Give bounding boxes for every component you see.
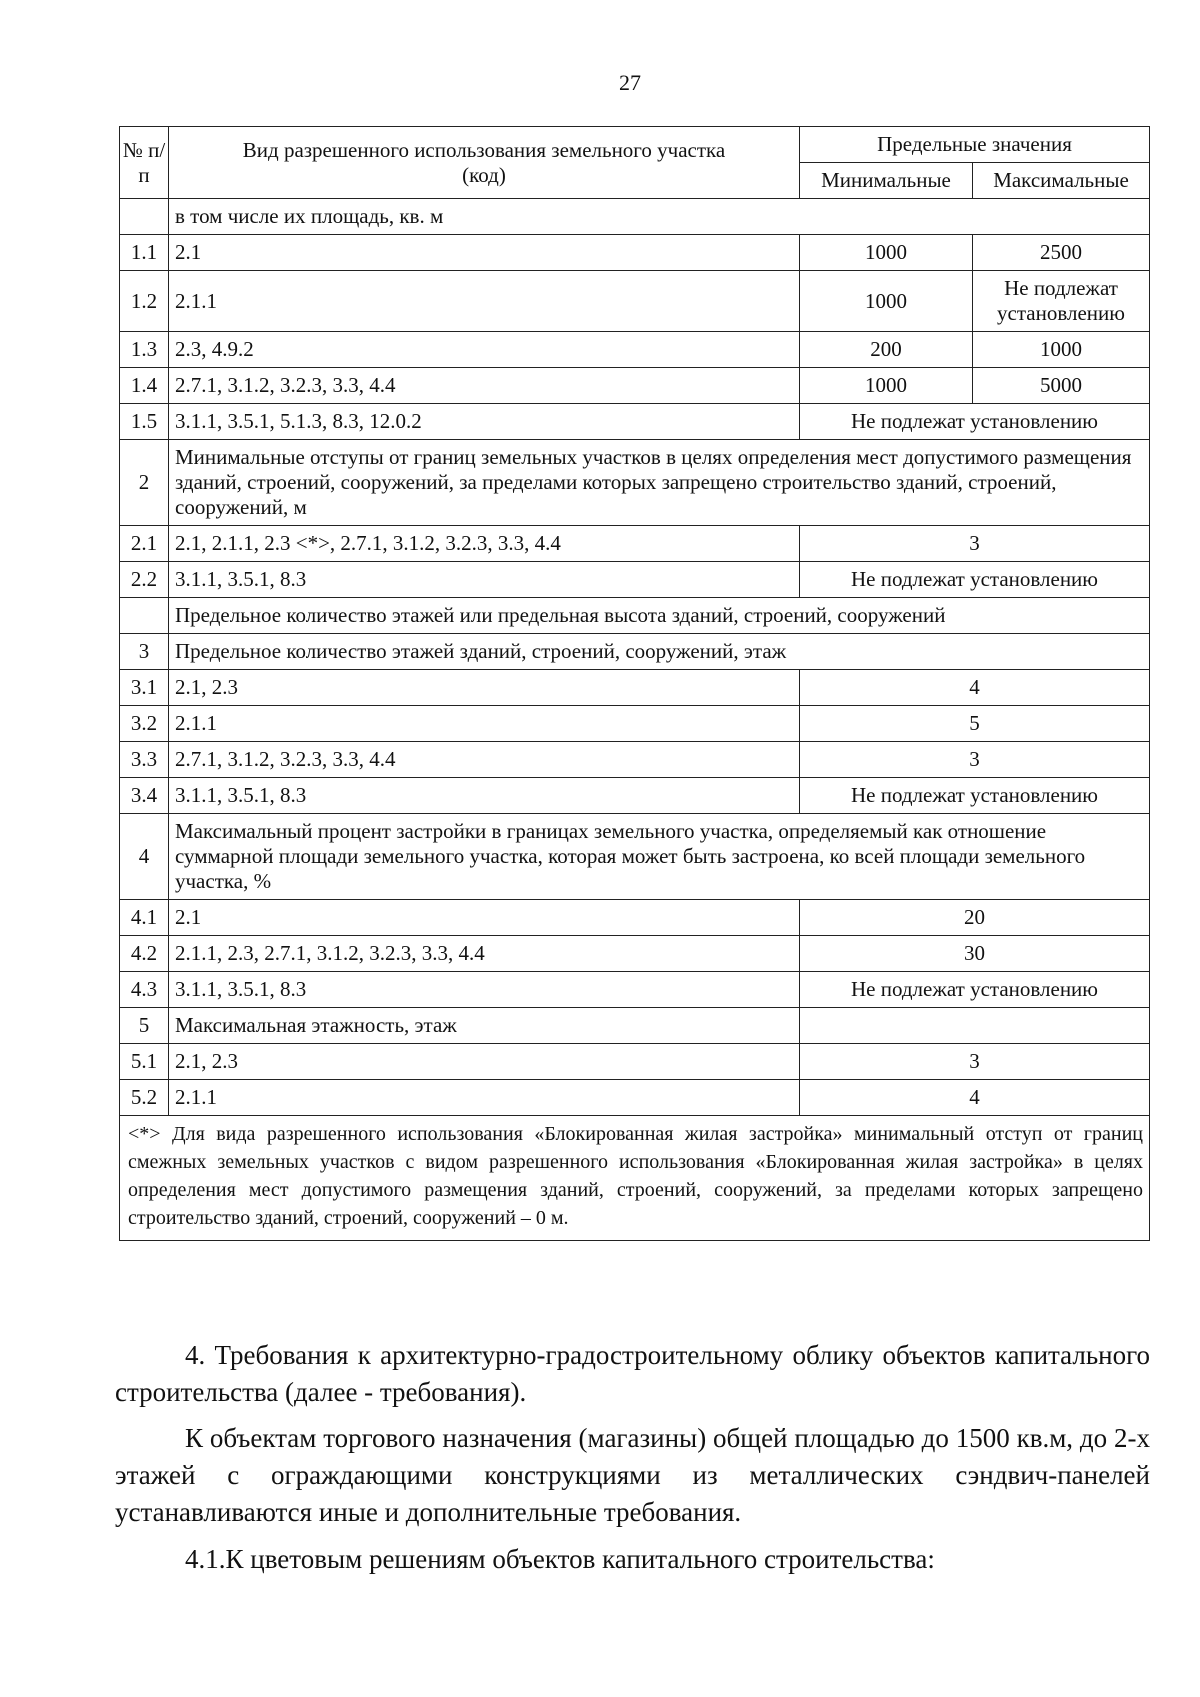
section-4-1-heading bbox=[115, 1541, 1150, 1578]
row-max-value: 5000 bbox=[973, 368, 1150, 404]
row-codes: 2.1, 2.1.1, 2.3 <*>, 2.7.1, 3.1.2, 3.2.3, 3.3, 4.4 bbox=[169, 526, 800, 562]
table-row bbox=[120, 1080, 1150, 1116]
row-number: 5 bbox=[120, 1008, 169, 1044]
row-text: Максимальный процент застройки в границах земельного участка, определяемый как отношение суммарной площади земельного участка, которая может быть застроена, ко всей площади земельного участка, % bbox=[169, 814, 1150, 900]
header-limits: Предельные значения bbox=[800, 127, 1150, 163]
row-number: 3.4 bbox=[120, 778, 169, 814]
row-codes: 3.1.1, 3.5.1, 8.3 bbox=[169, 778, 800, 814]
table-row bbox=[120, 526, 1150, 562]
row-codes: Максимальная этажность, этаж bbox=[169, 1008, 800, 1044]
footnote-text: <*> Для вида разрешенного использования «Блокированная жилая застройка» минимальный отступ от границ смежных земельных участков с видом разрешенного использования «Блокированная жилая застройка» в целях определения мест допустимого размещения зданий, строений, сооружений, за пределами которых запрещено строительство зданий, строений, сооружений – 0 м. bbox=[120, 1116, 1150, 1241]
table-row bbox=[120, 1008, 1150, 1044]
table-row bbox=[120, 235, 1150, 271]
row-number: 4.3 bbox=[120, 972, 169, 1008]
row-limit-value bbox=[800, 1008, 1150, 1044]
table-row bbox=[120, 598, 1150, 634]
row-text: Предельное количество этажей или предельная высота зданий, строений, сооружений bbox=[169, 598, 1150, 634]
row-limit-value: 3 bbox=[800, 1044, 1150, 1080]
row-limit-value: 5 bbox=[800, 706, 1150, 742]
row-limit-value: 4 bbox=[800, 670, 1150, 706]
row-text: Предельное количество этажей зданий, строений, сооружений, этаж bbox=[169, 634, 1150, 670]
row-max-value: 2500 bbox=[973, 235, 1150, 271]
regulations-table bbox=[119, 126, 1150, 1241]
paragraph-text: К объектам торгового назначения (магазины) общей площадью до 1500 кв.м, до 2-х этажей с ограждающими конструкциями из металлических сэндвич-панелей устанавливаются иные и дополнительные требования. bbox=[115, 1423, 1150, 1527]
table-row bbox=[120, 562, 1150, 598]
header-num: № п/п bbox=[120, 127, 169, 199]
row-number: 3 bbox=[120, 634, 169, 670]
table-header-row bbox=[120, 127, 1150, 163]
row-number: 2.1 bbox=[120, 526, 169, 562]
row-limit-value: 3 bbox=[800, 742, 1150, 778]
table-row bbox=[120, 742, 1150, 778]
row-number: 4.2 bbox=[120, 936, 169, 972]
row-codes: 3.1.1, 3.5.1, 8.3 bbox=[169, 562, 800, 598]
row-codes: 2.1 bbox=[169, 900, 800, 936]
row-limit-value: 30 bbox=[800, 936, 1150, 972]
row-text: в том числе их площадь, кв. м bbox=[169, 199, 1150, 235]
row-number: 1.3 bbox=[120, 332, 169, 368]
row-limit-value: 4 bbox=[800, 1080, 1150, 1116]
table-row bbox=[120, 936, 1150, 972]
header-min: Минимальные bbox=[800, 163, 973, 199]
row-number: 3.2 bbox=[120, 706, 169, 742]
row-codes: 2.1.1, 2.3, 2.7.1, 3.1.2, 3.2.3, 3.3, 4.4 bbox=[169, 936, 800, 972]
section-4-heading bbox=[115, 1337, 1150, 1411]
table-row bbox=[120, 1044, 1150, 1080]
table-row bbox=[120, 368, 1150, 404]
row-codes: 2.7.1, 3.1.2, 3.2.3, 3.3, 4.4 bbox=[169, 742, 800, 778]
row-codes: 2.1, 2.3 bbox=[169, 1044, 800, 1080]
table-row bbox=[120, 900, 1150, 936]
row-min-value: 200 bbox=[800, 332, 973, 368]
row-max-value: 1000 bbox=[973, 332, 1150, 368]
row-codes: 2.1 bbox=[169, 235, 800, 271]
table-body bbox=[120, 127, 1150, 1241]
row-codes: 3.1.1, 3.5.1, 5.1.3, 8.3, 12.0.2 bbox=[169, 404, 800, 440]
row-number: 4 bbox=[120, 814, 169, 900]
row-number: 5.2 bbox=[120, 1080, 169, 1116]
row-number: 4.1 bbox=[120, 900, 169, 936]
row-number: 2 bbox=[120, 440, 169, 526]
row-number: 1.4 bbox=[120, 368, 169, 404]
table-row bbox=[120, 972, 1150, 1008]
row-min-value: 1000 bbox=[800, 368, 973, 404]
table-row bbox=[120, 670, 1150, 706]
row-number: 3.3 bbox=[120, 742, 169, 778]
table-row bbox=[120, 404, 1150, 440]
table-row bbox=[120, 778, 1150, 814]
row-codes: 2.1.1 bbox=[169, 271, 800, 332]
table-row bbox=[120, 199, 1150, 235]
row-codes: 3.1.1, 3.5.1, 8.3 bbox=[169, 972, 800, 1008]
row-number: 3.1 bbox=[120, 670, 169, 706]
paragraph-trade-objects bbox=[115, 1420, 1150, 1531]
header-type: Вид разрешенного использования земельного участка (код) bbox=[169, 127, 800, 199]
row-codes: 2.7.1, 3.1.2, 3.2.3, 3.3, 4.4 bbox=[169, 368, 800, 404]
row-limit-value: Не подлежат установлению bbox=[800, 972, 1150, 1008]
table-row bbox=[120, 706, 1150, 742]
row-number: 1.5 bbox=[120, 404, 169, 440]
row-limit-value: Не подлежат установлению bbox=[800, 404, 1150, 440]
row-codes: 2.3, 4.9.2 bbox=[169, 332, 800, 368]
row-number: 1.1 bbox=[120, 235, 169, 271]
row-number: 5.1 bbox=[120, 1044, 169, 1080]
row-min-value: 1000 bbox=[800, 235, 973, 271]
table-row bbox=[120, 271, 1150, 332]
row-number bbox=[120, 199, 169, 235]
row-limit-value: 3 bbox=[800, 526, 1150, 562]
footnote-row bbox=[120, 1116, 1150, 1241]
row-limit-value: Не подлежат установлению bbox=[800, 778, 1150, 814]
row-codes: 2.1.1 bbox=[169, 706, 800, 742]
table-row bbox=[120, 332, 1150, 368]
paragraph-text: 4.1.К цветовым решениям объектов капитального строительства: bbox=[185, 1544, 935, 1574]
row-codes: 2.1.1 bbox=[169, 1080, 800, 1116]
row-limit-value: 20 bbox=[800, 900, 1150, 936]
row-number: 2.2 bbox=[120, 562, 169, 598]
row-number: 1.2 bbox=[120, 271, 169, 332]
table-row bbox=[120, 634, 1150, 670]
row-limit-value: Не подлежат установлению bbox=[800, 562, 1150, 598]
row-text: Минимальные отступы от границ земельных участков в целях определения мест допустимого размещения зданий, строений, сооружений, за пределами которых запрещено строительство зданий, строений, сооружений, м bbox=[169, 440, 1150, 526]
row-max-value: Не подлежат установлению bbox=[973, 271, 1150, 332]
table-row bbox=[120, 814, 1150, 900]
row-number bbox=[120, 598, 169, 634]
header-max: Максимальные bbox=[973, 163, 1150, 199]
row-codes: 2.1, 2.3 bbox=[169, 670, 800, 706]
table-row bbox=[120, 440, 1150, 526]
paragraph-text: 4. Требования к архитектурно-градостроительному облику объектов капитального строительства (далее - требования). bbox=[115, 1340, 1150, 1407]
page-number: 27 bbox=[619, 70, 641, 95]
row-min-value: 1000 bbox=[800, 271, 973, 332]
